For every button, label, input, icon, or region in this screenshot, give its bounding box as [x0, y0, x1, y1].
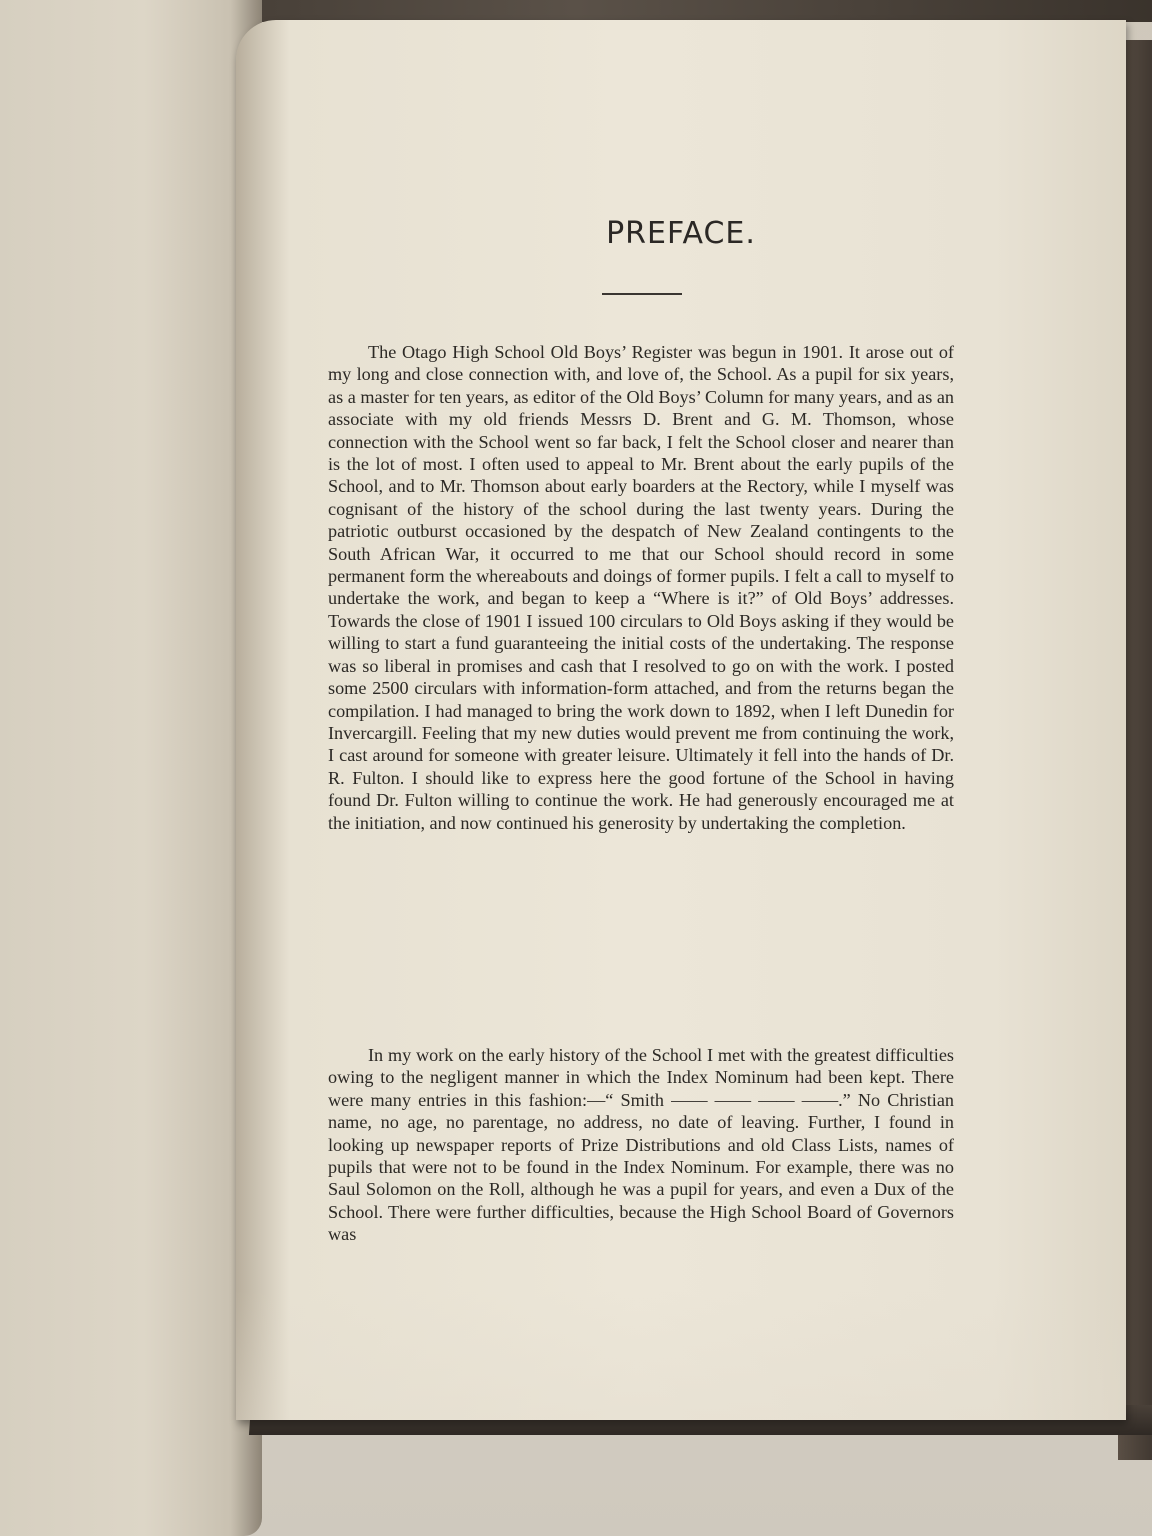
- page-title: PREFACE.: [606, 216, 756, 251]
- title-divider: [602, 293, 682, 295]
- paragraph-1: The Otago High School Old Boys’ Register was begun in 1901. It arose out of my long and close connection with, and love of, the School. As a pupil for six years, as a master for ten years, as editor of the Old Boys’ Column for many years, and as an associate with my old friends Messrs D. Brent and G. M. Thomson, whose connection with the School went so far back, I felt the School closer and nearer than is the lot of most. I often used to appeal to Mr. Brent about the early pupils of the School, and to Mr. Thomson about early boarders at the Rectory, while I myself was cognisant of the history of the school during the last twenty years. During the patriotic outburst occasioned by the despatch of New Zealand contingents to the South African War, it occurred to me that our School should record in some permanent form the whereabouts and doings of former pupils. I felt a call to myself to undertake the work, and began to keep a “Where is it?” of Old Boys’ addresses. Towards the close of 1901 I issued 100 circulars to Old Boys asking if they would be willing to start a fund guaranteeing the initial costs of the undertaking. The response was so liberal in promises and cash that I resolved to go on with the work. I posted some 2500 circulars with information-form attached, and from the returns began the compilation. I had managed to bring the work down to 1892, when I left Dunedin for Invercargill. Feeling that my new duties would prevent me from continuing the work, I cast around for someone with greater leisure. Ultimately it fell into the hands of Dr. R. Fulton. I should like to express here the good fortune of the School in having found Dr. Fulton willing to continue the work. He had generously encouraged me at the initiation, and now continued his generosity by undertaking the completion.: [328, 342, 954, 833]
- left-page: [0, 0, 262, 1536]
- paragraph-2: In my work on the early history of the School I met with the greatest difficulties owing to the negligent manner in which the Index Nominum had been kept. There were many entries in this fashion:—“ Smith —— —— —— ——.” No Christian name, no age, no parentage, no address, no date of leaving. Further, I found in looking up newspaper reports of Prize Distributions and old Class Lists, names of pupils that were not to be found in the Index Nominum. For example, there was no Saul Solomon on the Roll, although he was a pupil for years, and even a Dux of the School. There were further difficulties, because the High School Board of Governors was: [328, 1045, 954, 1245]
